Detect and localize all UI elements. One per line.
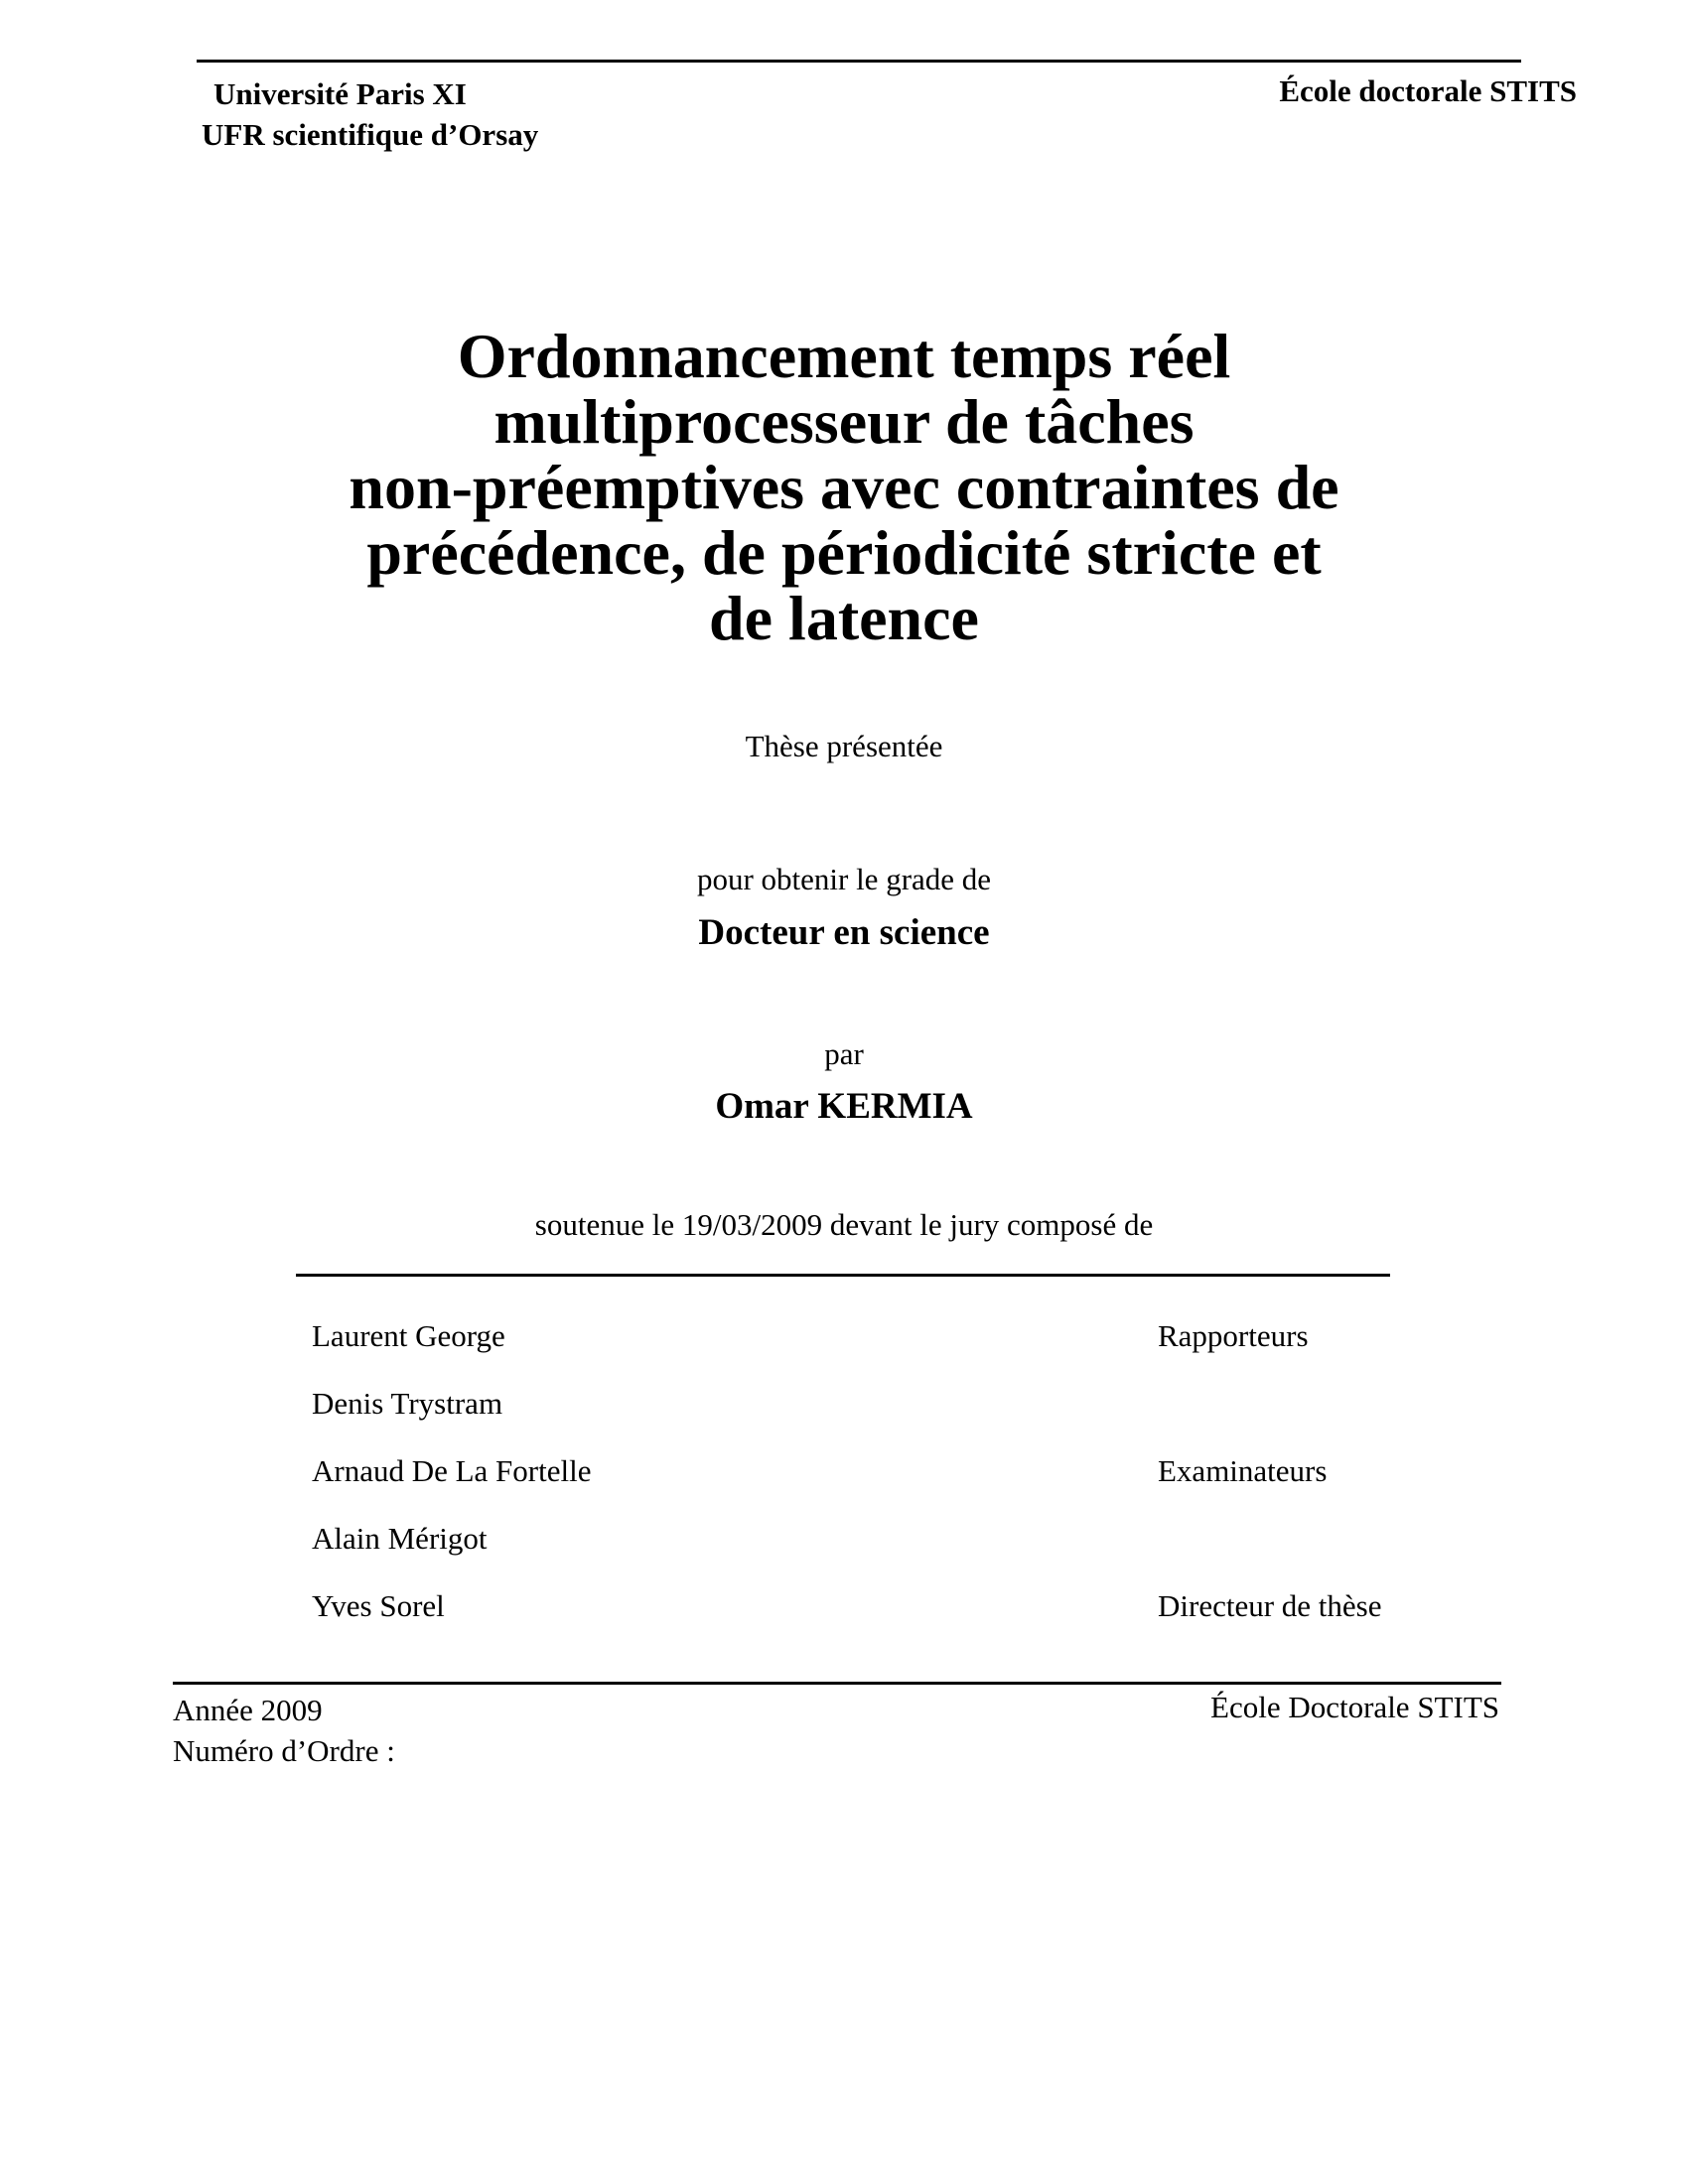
by-text: par xyxy=(824,1036,864,1071)
year-text: Année 2009 xyxy=(173,1693,323,1727)
jury-member-role: Rapporteurs xyxy=(1158,1318,1309,1353)
title-line: Ordonnancement temps réel xyxy=(457,321,1231,391)
jury-rule xyxy=(296,1274,1390,1277)
jury-row xyxy=(312,1453,1404,1521)
thesis-presented-text: Thèse présentée xyxy=(745,729,943,763)
jury-member-role: Directeur de thèse xyxy=(1158,1588,1382,1623)
title-line: multiprocesseur de tâches xyxy=(493,386,1195,457)
university-name: Université Paris XI xyxy=(213,76,467,111)
jury-row xyxy=(312,1588,1404,1656)
obtain-degree-text: pour obtenir le grade de xyxy=(696,862,992,896)
bottom-rule xyxy=(173,1682,1501,1685)
title-line: précédence, de périodicité stricte et xyxy=(366,517,1322,588)
header-institution xyxy=(202,73,539,155)
degree-name: Docteur en science xyxy=(698,912,990,953)
title-line: de latence xyxy=(709,583,979,653)
top-rule xyxy=(197,60,1521,63)
author-name: Omar KERMIA xyxy=(715,1086,973,1127)
defense-statement: soutenue le 19/03/2009 devant le jury composé de xyxy=(534,1207,1154,1242)
jury-row xyxy=(312,1318,1404,1386)
title-line: non-préemptives avec contraintes de xyxy=(349,452,1339,522)
jury-member-name: Yves Sorel xyxy=(312,1588,445,1623)
jury-member-name: Denis Trystram xyxy=(312,1386,503,1421)
doctoral-school-footer: École Doctorale STITS xyxy=(1210,1690,1499,1724)
thesis-title xyxy=(199,321,1489,653)
doctoral-school-header: École doctorale STITS xyxy=(1279,73,1577,108)
footer-info xyxy=(173,1690,395,1771)
jury-row xyxy=(312,1386,1404,1453)
jury-member-name: Alain Mérigot xyxy=(312,1521,488,1556)
jury-member-role: Examinateurs xyxy=(1158,1453,1328,1488)
order-number-text: Numéro d’Ordre : xyxy=(173,1733,395,1768)
faculty-name: UFR scientifique d’Orsay xyxy=(202,117,539,152)
jury-member-name: Arnaud De La Fortelle xyxy=(312,1453,592,1488)
jury-row xyxy=(312,1521,1404,1588)
jury-list xyxy=(312,1318,1404,1656)
jury-member-name: Laurent George xyxy=(312,1318,505,1353)
